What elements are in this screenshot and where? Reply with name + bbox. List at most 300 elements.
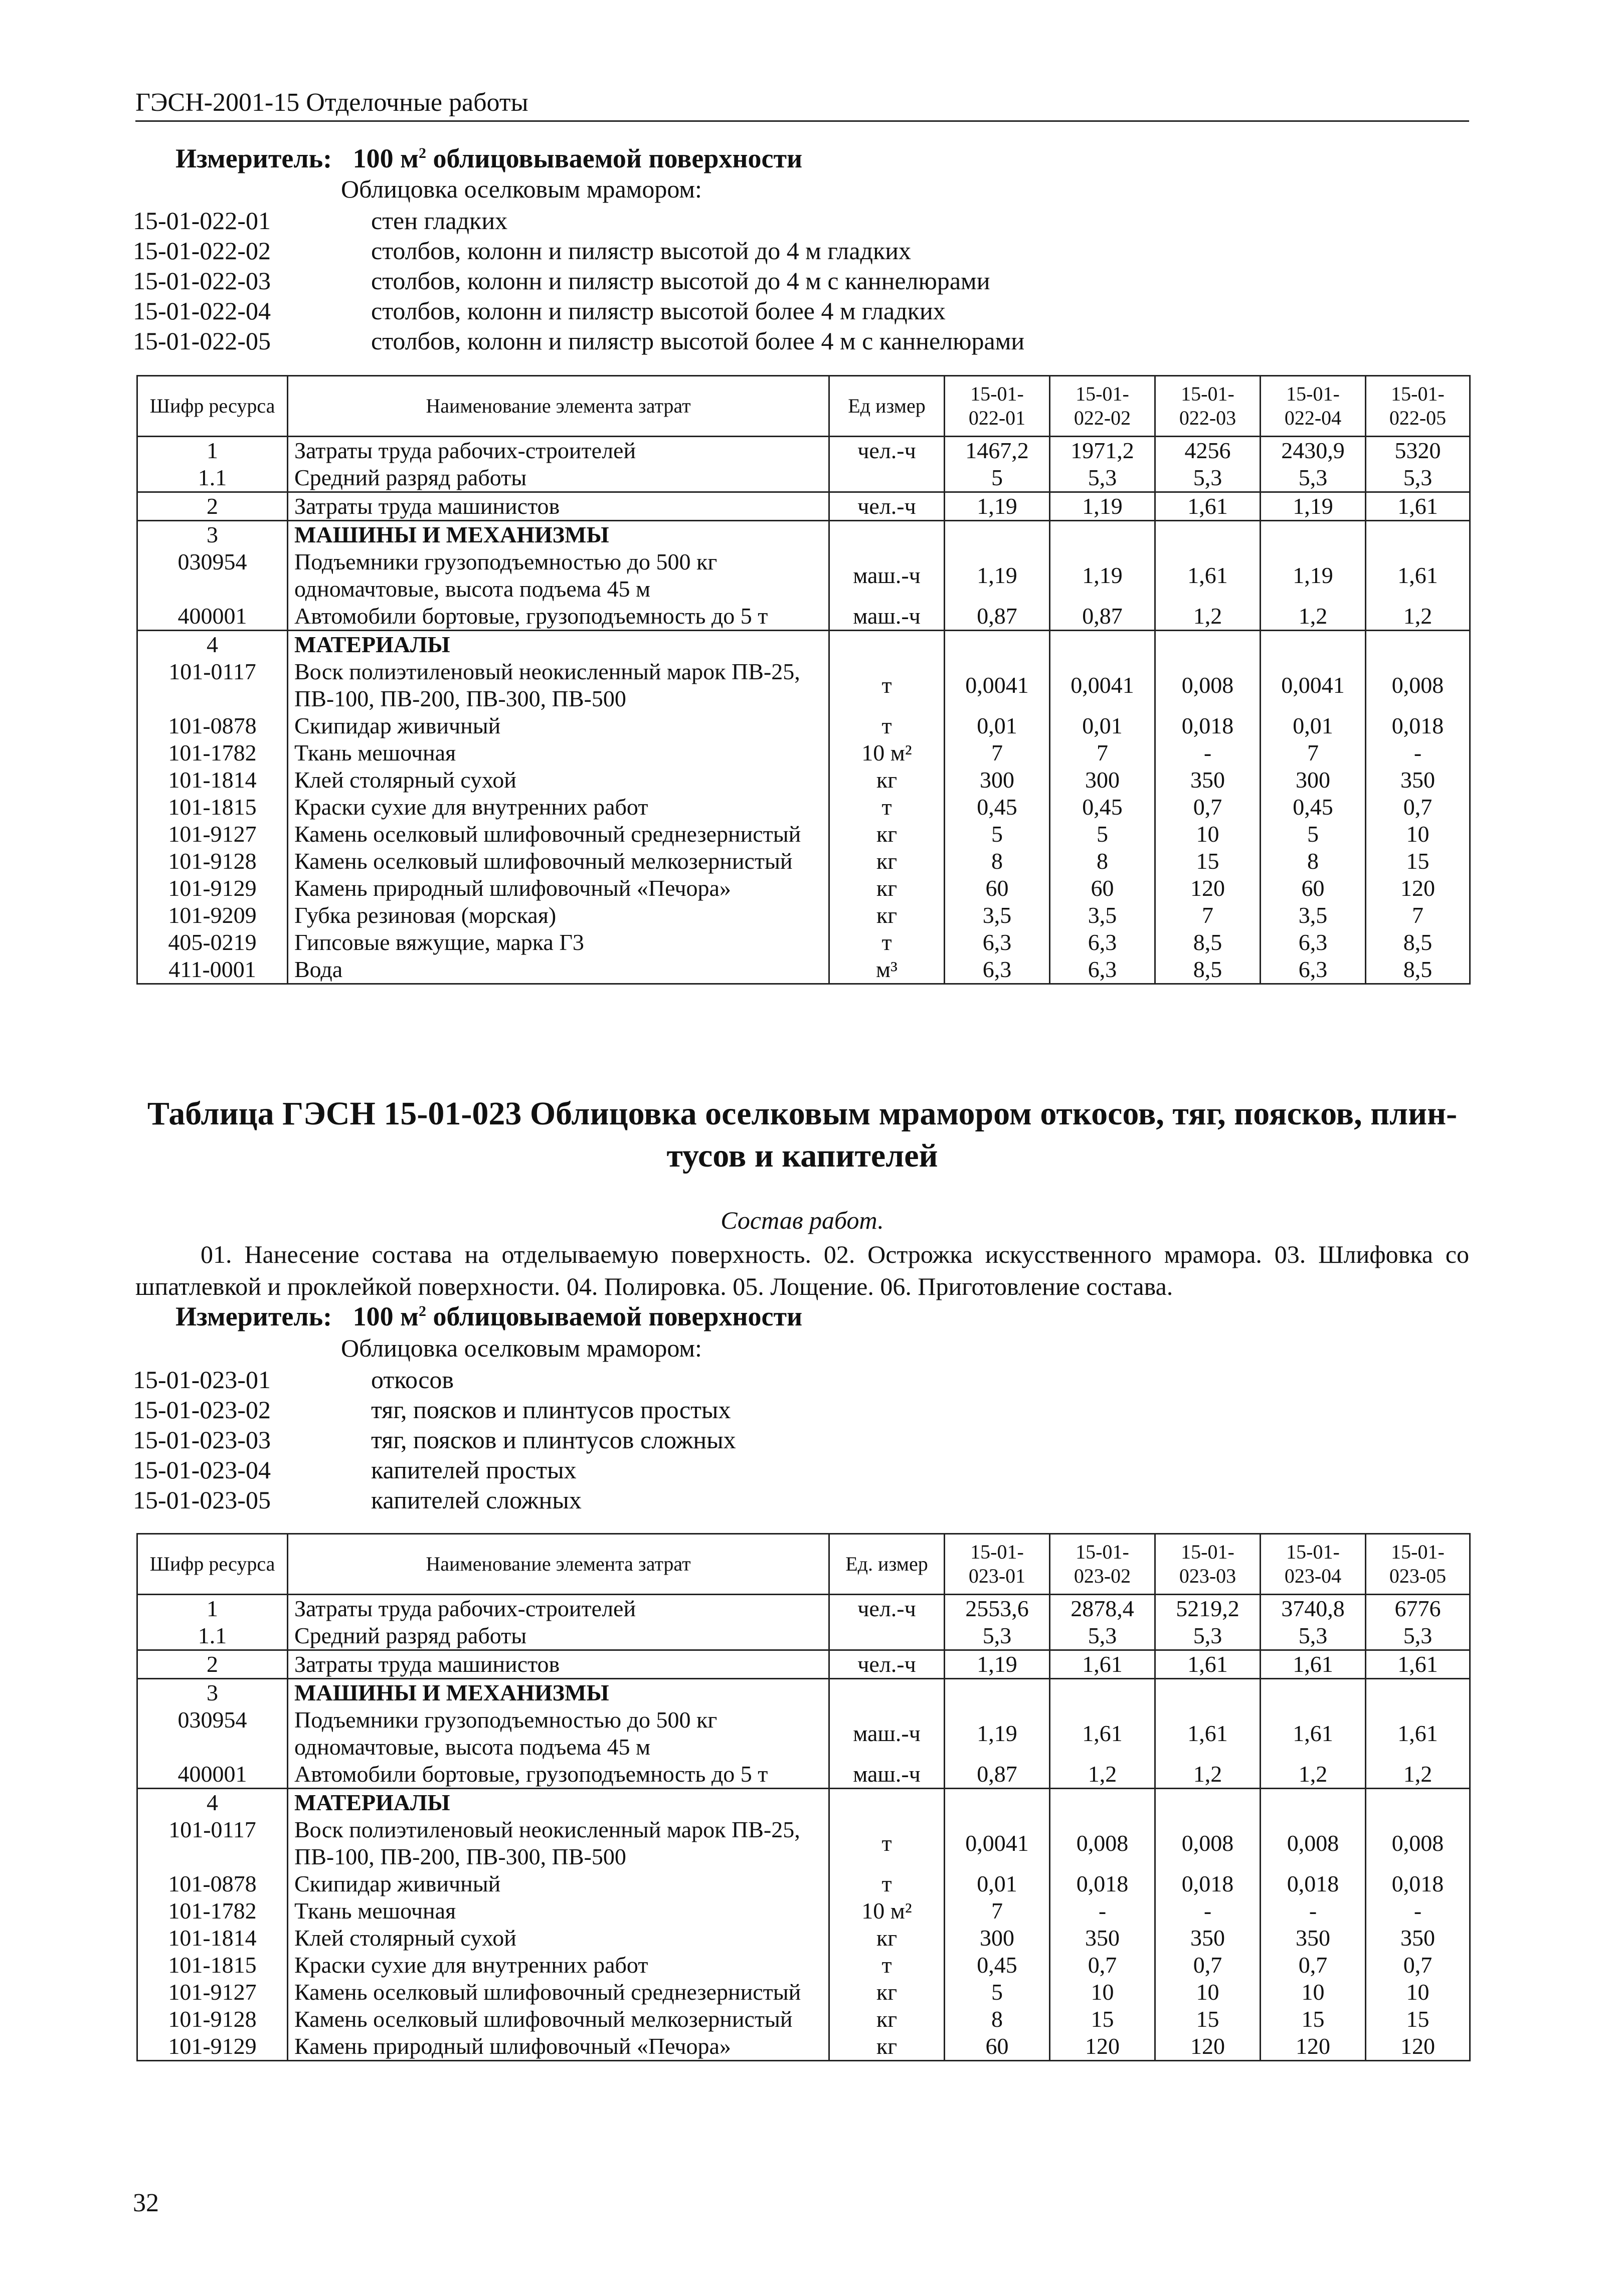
table-row [137,1679,1470,1707]
measure-label: Измеритель: [175,143,332,173]
norm-value-cell: 5,3 [1261,464,1366,492]
norm-value-cell: 0,008 [1366,1816,1470,1870]
unit-cell: маш.-ч [829,1761,945,1789]
norm-value-cell: 1,19 [1261,492,1366,521]
norm-value-cell: 4256 [1155,437,1261,465]
resource-code-cell: 405-0219 [137,929,288,956]
norm-value-cell: 120 [1366,2033,1470,2061]
norm-value-cell: 0,01 [1050,712,1155,739]
unit-cell [829,464,945,492]
unit-cell [829,1622,945,1650]
norm-value-cell: 350 [1261,1925,1366,1952]
norm-value-cell [945,631,1050,659]
norm-value-cell: 6,3 [1261,929,1366,956]
norm-value-cell: 8,5 [1155,929,1261,956]
norm-value-cell: 0,45 [945,1952,1050,1979]
norm-value-cell: - [1155,1897,1261,1925]
unit-cell: кг [829,1979,945,2006]
norm-value-cell: 60 [945,2033,1050,2061]
column-header: 15-01- 022-02 [1050,376,1155,437]
table-row [137,821,1470,848]
norm-value-cell: 300 [945,1925,1050,1952]
table-row [137,631,1470,659]
table-title [135,1093,1469,1177]
norm-value-cell: - [1155,739,1261,767]
resource-name-cell: Камень оселковый шлифовочный среднезернистый [288,1979,829,2006]
measure-sup: 2 [418,145,426,161]
norm-value-cell: 0,018 [1261,1870,1366,1897]
norm-item: 15-01-022-01 стен гладких [133,207,508,235]
norm-value-cell: 8,5 [1366,929,1470,956]
column-header: Ед. измер [829,1534,945,1595]
norm-value-cell: 0,45 [945,794,1050,821]
resource-name-cell: Затраты труда машинистов [288,1650,829,1679]
unit-cell: маш.-ч [829,548,945,603]
norm-value-cell: 0,008 [1261,1816,1366,1870]
norm-value-cell [1366,521,1470,549]
norm-value-cell: 5,3 [1366,1622,1470,1650]
resource-name-cell: Подъемники грузоподъемностью до 500 кг одномачтовые, высота подъема 45 м [288,548,829,603]
norm-value-cell: 60 [945,875,1050,902]
norm-value-cell: 2878,4 [1050,1595,1155,1623]
table-row [137,1789,1470,1817]
norm-value-cell [1050,521,1155,549]
norm-value-cell: 0,008 [1050,1816,1155,1870]
resource-code-cell: 101-0878 [137,712,288,739]
intro-line-2: Облицовка оселковым мрамором: [341,1334,702,1362]
norm-value-cell: - [1261,1897,1366,1925]
norm-value-cell [1261,1789,1366,1817]
norm-value-cell: 5,3 [1050,1622,1155,1650]
norm-value-cell: 6,3 [1050,929,1155,956]
column-header: Наименование элемента затрат [288,1534,829,1595]
norm-value-cell: 6,3 [945,929,1050,956]
table-row [137,1952,1470,1979]
resource-name-cell: Краски сухие для внутренних работ [288,1952,829,1979]
table-row [137,1816,1470,1870]
table-row [137,875,1470,902]
norm-value-cell: 0,008 [1155,1816,1261,1870]
norm-value-cell: 300 [1050,767,1155,794]
norm-value-cell: - [1366,739,1470,767]
norm-value-cell: 8 [945,2006,1050,2033]
norm-value-cell: 0,87 [945,603,1050,631]
norm-value-cell [1261,631,1366,659]
resource-code-cell: 400001 [137,1761,288,1789]
resource-code-cell: 101-1814 [137,767,288,794]
resource-code-cell: 4 [137,631,288,659]
norm-item: 15-01-022-04 столбов, колонн и пилястр высотой более 4 м гладких [133,297,946,325]
resource-name-cell: Гипсовые вяжущие, марка Г3 [288,929,829,956]
resource-name-cell: Средний разряд работы [288,464,829,492]
norm-items-2 [133,1365,1487,1515]
table-header-row [137,1534,1470,1595]
norm-value-cell [1366,631,1470,659]
norm-value-cell: 0,018 [1155,712,1261,739]
norm-value-cell: 1,61 [1155,1650,1261,1679]
norm-value-cell: 5 [945,464,1050,492]
resource-name-cell: Камень оселковый шлифовочный мелкозернистый [288,2006,829,2033]
unit-cell [829,1679,945,1707]
norm-value-cell: 1,19 [945,548,1050,603]
resource-code-cell: 101-9128 [137,848,288,875]
norm-value-cell: 0,7 [1050,1952,1155,1979]
resource-name-cell: МАТЕРИАЛЫ [288,1789,829,1817]
unit-cell: кг [829,2033,945,2061]
resource-code-cell: 1 [137,437,288,465]
norm-value-cell: 1467,2 [945,437,1050,465]
norm-value-cell [1050,631,1155,659]
norm-value-cell: 0,7 [1366,1952,1470,1979]
norm-value-cell: 5 [945,821,1050,848]
unit-cell: чел.-ч [829,437,945,465]
norm-value-cell: 1,61 [1155,492,1261,521]
measure-rest: облицовываемой поверхности [426,1301,803,1331]
norm-value-cell: 1,61 [1050,1706,1155,1761]
measure-rest: облицовываемой поверхности [426,143,803,173]
norm-value-cell: 1,2 [1050,1761,1155,1789]
column-header: 15-01- 022-01 [945,376,1050,437]
resource-code-cell: 101-9127 [137,821,288,848]
unit-cell: кг [829,875,945,902]
table-header-row [137,376,1470,437]
column-header: Ед измер [829,376,945,437]
resource-name-cell: МАШИНЫ И МЕХАНИЗМЫ [288,1679,829,1707]
resource-code-cell: 101-9129 [137,875,288,902]
resource-name-cell: Камень оселковый шлифовочный среднезернистый [288,821,829,848]
resource-name-cell: Воск полиэтиленовый неокисленный марок ПВ-25, ПВ-100, ПВ-200, ПВ-300, ПВ-500 [288,1816,829,1870]
measure-line-2 [175,1301,802,1332]
intro-line-1: Облицовка оселковым мрамором: [341,175,702,203]
table-row [137,492,1470,521]
norm-value-cell: 5320 [1366,437,1470,465]
norm-value-cell: 120 [1155,2033,1261,2061]
norm-value-cell: 0,008 [1366,658,1470,712]
norm-value-cell: 1,2 [1261,1761,1366,1789]
table-row [137,464,1470,492]
resource-code-cell: 1.1 [137,1622,288,1650]
unit-cell: т [829,1870,945,1897]
resource-code-cell: 411-0001 [137,956,288,984]
table-row [137,521,1470,549]
norm-value-cell: 3,5 [1050,902,1155,929]
norm-value-cell: 1,2 [1366,603,1470,631]
column-header: 15-01- 023-05 [1366,1534,1470,1595]
work-composition-text: 01. Нанесение состава на отделываемую поверхность. 02. Острожка искусственного мрамора. 03. Шлифовка со шпатлевкой и проклейкой поверхности. 04. Полировка. 05. Лощение. 06. Приготовление состава. [135,1240,1469,1300]
norm-value-cell: 1,19 [1261,548,1366,603]
unit-cell [829,1789,945,1817]
table-row [137,929,1470,956]
norm-value-cell [1366,1789,1470,1817]
norm-value-cell [945,1679,1050,1707]
norm-value-cell: 5 [1050,821,1155,848]
norm-value-cell: 7 [1050,739,1155,767]
norm-value-cell: 0,008 [1155,658,1261,712]
norm-value-cell: 15 [1155,848,1261,875]
resource-code-cell: 101-0117 [137,658,288,712]
norm-value-cell: 0,87 [945,1761,1050,1789]
table-row [137,658,1470,712]
norm-value-cell: 2553,6 [945,1595,1050,1623]
norm-value-cell: 0,0041 [1050,658,1155,712]
norm-value-cell: 10 [1366,821,1470,848]
resource-name-cell: Камень природный шлифовочный «Печора» [288,875,829,902]
table-row [137,1595,1470,1623]
table-row [137,1650,1470,1679]
table-row [137,1761,1470,1789]
norm-item: 15-01-022-02 столбов, колонн и пилястр высотой до 4 м гладких [133,237,912,265]
measure-label: Измеритель: [175,1301,332,1331]
norm-value-cell: 1,61 [1155,1706,1261,1761]
norm-value-cell: 0,7 [1155,1952,1261,1979]
norm-value-cell [1050,1789,1155,1817]
unit-cell: кг [829,767,945,794]
column-header: 15-01- 022-04 [1261,376,1366,437]
resource-code-cell: 1.1 [137,464,288,492]
column-header: 15-01- 022-03 [1155,376,1261,437]
norm-item: 15-01-023-02 тяг, поясков и плинтусов простых [133,1396,731,1424]
resource-code-cell: 101-1782 [137,739,288,767]
measure-sup: 2 [418,1303,426,1319]
unit-cell: т [829,794,945,821]
table-row [137,1706,1470,1761]
column-header: 15-01- 023-03 [1155,1534,1261,1595]
unit-cell: м³ [829,956,945,984]
norm-value-cell: 8 [945,848,1050,875]
norm-value-cell: 0,018 [1155,1870,1261,1897]
unit-cell: чел.-ч [829,1595,945,1623]
unit-cell: т [829,1952,945,1979]
resource-name-cell: Губка резиновая (морская) [288,902,829,929]
resource-name-cell: Автомобили бортовые, грузоподъемность до 5 т [288,1761,829,1789]
column-header: 15-01- 023-02 [1050,1534,1155,1595]
norm-value-cell: 120 [1261,2033,1366,2061]
norm-value-cell: 350 [1366,1925,1470,1952]
norm-value-cell: 0,018 [1050,1870,1155,1897]
norm-value-cell: 1,19 [945,1650,1050,1679]
norm-value-cell: 350 [1050,1925,1155,1952]
resource-code-cell: 101-1815 [137,1952,288,1979]
norm-value-cell: 0,01 [1261,712,1366,739]
norm-value-cell: 7 [1261,739,1366,767]
norm-value-cell: 0,0041 [945,1816,1050,1870]
unit-cell: кг [829,1925,945,1952]
norm-value-cell: 0,0041 [1261,658,1366,712]
norm-value-cell: 1,2 [1366,1761,1470,1789]
norm-value-cell: 0,7 [1261,1952,1366,1979]
norm-value-cell: 60 [1050,875,1155,902]
norm-value-cell: 15 [1366,2006,1470,2033]
resource-code-cell: 4 [137,1789,288,1817]
norm-value-cell [1261,1679,1366,1707]
resource-table-1 [136,375,1471,985]
norm-value-cell: 5,3 [1050,464,1155,492]
running-header: ГЭСН-2001-15 Отделочные работы [135,88,528,117]
norm-item: 15-01-023-03 тяг, поясков и плинтусов сложных [133,1426,736,1454]
norm-value-cell: 1,61 [1261,1650,1366,1679]
table-row [137,1870,1470,1897]
norm-value-cell: 7 [1366,902,1470,929]
table-row [137,437,1470,465]
norm-value-cell [1050,1679,1155,1707]
unit-cell: 10 м² [829,1897,945,1925]
norm-value-cell: 10 [1050,1979,1155,2006]
resource-name-cell: Скипидар живичный [288,1870,829,1897]
table-row [137,794,1470,821]
norm-value-cell: 3,5 [1261,902,1366,929]
unit-cell: чел.-ч [829,492,945,521]
resource-name-cell: Затраты труда машинистов [288,492,829,521]
norm-value-cell: 0,87 [1050,603,1155,631]
norm-value-cell: 3,5 [945,902,1050,929]
table-row [137,1622,1470,1650]
unit-cell: 10 м² [829,739,945,767]
norm-value-cell: 350 [1155,1925,1261,1952]
norm-value-cell: 1971,2 [1050,437,1155,465]
norm-value-cell: 5,3 [1366,464,1470,492]
norm-value-cell: 1,19 [1050,548,1155,603]
table-row [137,739,1470,767]
norm-value-cell: 5,3 [1261,1622,1366,1650]
table-row [137,902,1470,929]
table-row [137,1979,1470,2006]
table-row [137,956,1470,984]
column-header: 15-01- 023-04 [1261,1534,1366,1595]
norm-value-cell: 1,2 [1261,603,1366,631]
norm-value-cell: - [1050,1897,1155,1925]
norm-value-cell: 8,5 [1155,956,1261,984]
norm-value-cell: 120 [1050,2033,1155,2061]
resource-name-cell: Ткань мешочная [288,739,829,767]
unit-cell: т [829,929,945,956]
table-row [137,1897,1470,1925]
measure-line-1 [175,143,802,174]
resource-name-cell: Воск полиэтиленовый неокисленный марок ПВ-25, ПВ-100, ПВ-200, ПВ-300, ПВ-500 [288,658,829,712]
resource-code-cell: 101-9128 [137,2006,288,2033]
table-row [137,2006,1470,2033]
header-rule [135,120,1469,122]
norm-value-cell: 7 [945,739,1050,767]
norm-value-cell: 10 [1261,1979,1366,2006]
norm-value-cell: 2430,9 [1261,437,1366,465]
unit-cell: т [829,658,945,712]
resource-code-cell: 101-1815 [137,794,288,821]
norm-value-cell: 0,0041 [945,658,1050,712]
resource-code-cell: 2 [137,1650,288,1679]
column-header: 15-01- 022-05 [1366,376,1470,437]
resource-name-cell: Клей столярный сухой [288,1925,829,1952]
norm-value-cell: 5 [945,1979,1050,2006]
norm-value-cell: 6,3 [1050,956,1155,984]
table-title-line-2: тусов и капителей [666,1137,938,1174]
norm-value-cell: 5 [1261,821,1366,848]
norm-value-cell: 7 [1155,902,1261,929]
resource-code-cell: 2 [137,492,288,521]
norm-value-cell: 350 [1366,767,1470,794]
norm-value-cell: 0,45 [1261,794,1366,821]
column-header: 15-01- 023-01 [945,1534,1050,1595]
resource-code-cell: 400001 [137,603,288,631]
resource-code-cell: 101-0117 [137,1816,288,1870]
norm-value-cell: 6,3 [945,956,1050,984]
norm-value-cell: 300 [1261,767,1366,794]
norm-value-cell: 1,19 [945,1706,1050,1761]
resource-name-cell: Краски сухие для внутренних работ [288,794,829,821]
norm-value-cell: 1,19 [945,492,1050,521]
norm-value-cell [1155,521,1261,549]
norm-value-cell [945,1789,1050,1817]
unit-cell: маш.-ч [829,603,945,631]
work-composition-heading: Состав работ. [721,1206,884,1234]
column-header: Наименование элемента затрат [288,376,829,437]
norm-value-cell: 0,01 [945,712,1050,739]
resource-code-cell: 101-9129 [137,2033,288,2061]
unit-cell: т [829,712,945,739]
resource-name-cell: Вода [288,956,829,984]
norm-value-cell: 1,61 [1366,548,1470,603]
unit-cell: маш.-ч [829,1706,945,1761]
resource-code-cell: 101-1782 [137,1897,288,1925]
resource-name-cell: Ткань мешочная [288,1897,829,1925]
norm-value-cell: 5219,2 [1155,1595,1261,1623]
resource-code-cell: 3 [137,521,288,549]
norm-item: 15-01-022-03 столбов, колонн и пилястр высотой до 4 м с каннелюрами [133,267,990,295]
norm-value-cell [1155,1679,1261,1707]
norm-value-cell: 6776 [1366,1595,1470,1623]
norm-value-cell: 5,3 [1155,1622,1261,1650]
norm-value-cell: 1,61 [1366,492,1470,521]
table-title-line-1: Таблица ГЭСН 15-01-023 Облицовка оселковым мрамором откосов, тяг, поясков, плин- [147,1095,1458,1132]
unit-cell: кг [829,848,945,875]
unit-cell [829,631,945,659]
resource-table-2 [136,1533,1471,2061]
resource-code-cell: 030954 [137,1706,288,1761]
norm-value-cell: 1,61 [1050,1650,1155,1679]
resource-name-cell: Камень природный шлифовочный «Печора» [288,2033,829,2061]
norm-value-cell: 15 [1261,2006,1366,2033]
resource-name-cell: Автомобили бортовые, грузоподъемность до 5 т [288,603,829,631]
table-row [137,603,1470,631]
resource-name-cell: Затраты труда рабочих-строителей [288,437,829,465]
resource-name-cell: МАТЕРИАЛЫ [288,631,829,659]
measure-value: 100 м [352,143,419,173]
norm-value-cell [1261,521,1366,549]
norm-value-cell [945,521,1050,549]
measure-value: 100 м [352,1301,419,1331]
table-row [137,2033,1470,2061]
table-row [137,1925,1470,1952]
norm-value-cell: 120 [1366,875,1470,902]
norm-value-cell: 5,3 [945,1622,1050,1650]
norm-value-cell: 3740,8 [1261,1595,1366,1623]
resource-code-cell: 030954 [137,548,288,603]
table-row [137,767,1470,794]
resource-code-cell: 101-1814 [137,1925,288,1952]
unit-cell: кг [829,2006,945,2033]
norm-value-cell: 1,61 [1366,1706,1470,1761]
norm-value-cell: 120 [1155,875,1261,902]
norm-value-cell: 350 [1155,767,1261,794]
norm-value-cell: 0,018 [1366,712,1470,739]
norm-value-cell: 5,3 [1155,464,1261,492]
norm-value-cell: 0,45 [1050,794,1155,821]
column-header: Шифр ресурса [137,376,288,437]
unit-cell: кг [829,902,945,929]
norm-item: 15-01-022-05 столбов, колонн и пилястр высотой более 4 м с каннелюрами [133,327,1025,355]
resource-code-cell: 101-0878 [137,1870,288,1897]
norm-value-cell: 0,01 [945,1870,1050,1897]
norm-item: 15-01-023-01 откосов [133,1366,454,1394]
